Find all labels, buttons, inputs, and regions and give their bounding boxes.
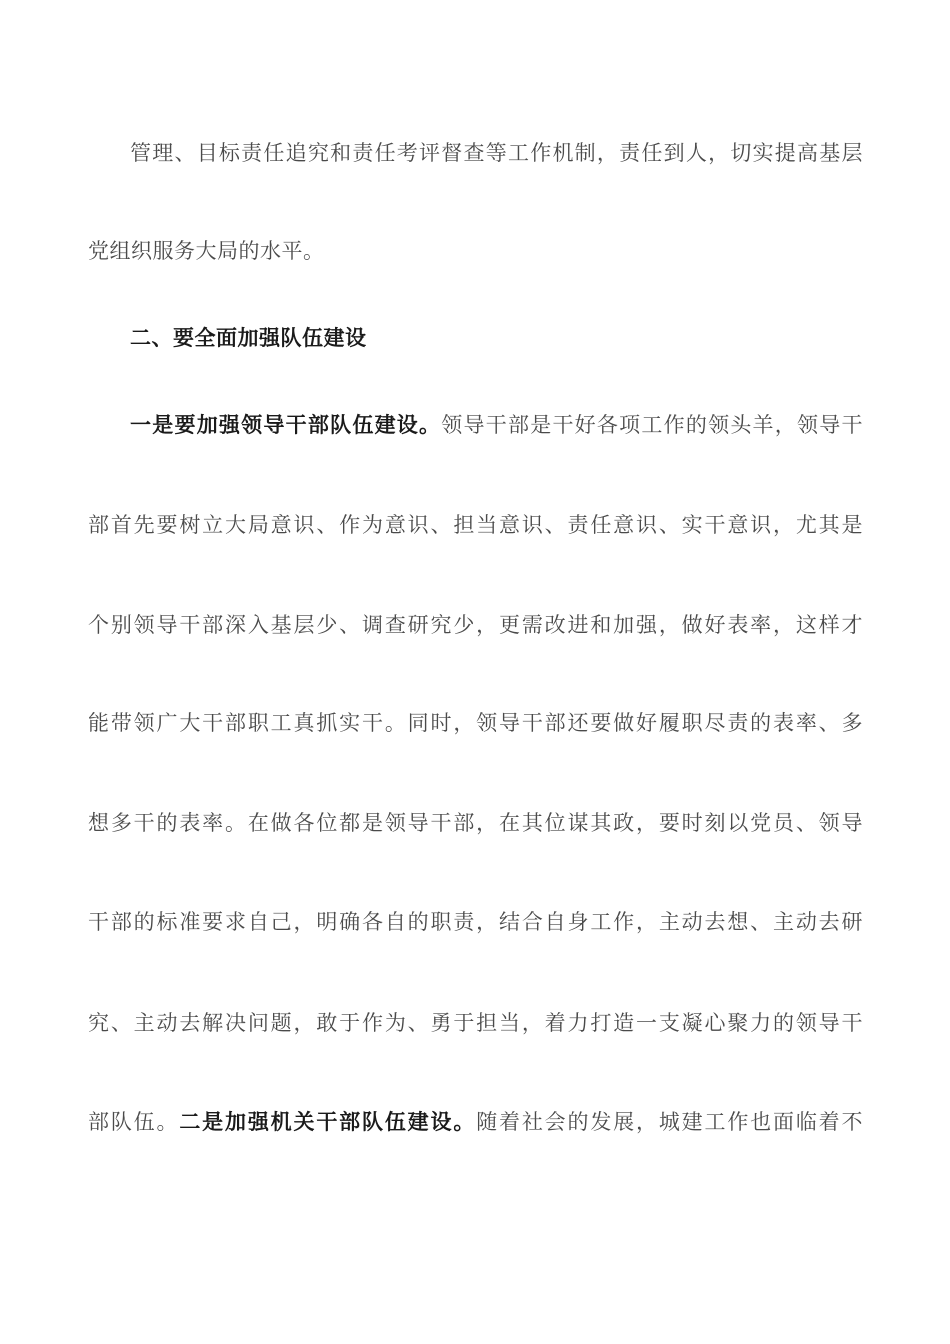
section-heading <box>130 323 367 353</box>
paragraph-line-8 <box>88 808 863 838</box>
bold-lead-text: 一是要加强领导干部队伍建设。 <box>130 412 442 437</box>
line-text: 个别领导干部深入基层少、调查研究少，更需改进和加强，做好表率，这样才 <box>88 613 863 637</box>
heading-text: 二、要全面加强队伍建设 <box>130 325 367 350</box>
line-text: 想多干的表率。在做各位都是领导干部，在其位谋其政，要时刻以党员、领导 <box>88 811 863 835</box>
line-text: 能带领广大干部职工真抓实干。同时，领导干部还要做好履职尽责的表率、多 <box>88 711 863 735</box>
paragraph-line-11 <box>88 1107 863 1137</box>
line-text: 部首先要树立大局意识、作为意识、担当意识、责任意识、实干意识，尤其是 <box>88 513 863 537</box>
paragraph-line-2 <box>88 236 325 266</box>
paragraph-line-5 <box>88 510 863 540</box>
paragraph-line-4 <box>130 410 863 440</box>
bold-lead-text: 二是加强机关干部队伍建设。 <box>179 1109 477 1134</box>
line-text: 管理、目标责任追究和责任考评督查等工作机制，责任到人，切实提高基层 <box>130 141 863 165</box>
line-text: 随着社会的发展，城建工作也面临着不 <box>476 1110 864 1134</box>
paragraph-line-10 <box>88 1008 863 1038</box>
line-text: 究、主动去解决问题，敢于作为、勇于担当，着力打造一支凝心聚力的领导干 <box>88 1011 863 1035</box>
paragraph-line-6 <box>88 610 863 640</box>
paragraph-line-9 <box>88 907 863 937</box>
paragraph-line-1 <box>130 138 863 168</box>
line-text: 党组织服务大局的水平。 <box>88 239 325 263</box>
line-text: 领导干部是干好各项工作的领头羊，领导干 <box>441 413 863 437</box>
paragraph-line-7 <box>88 708 863 738</box>
line-prefix-text: 部队伍。 <box>88 1110 180 1134</box>
line-text: 干部的标准要求自己，明确各自的职责，结合自身工作，主动去想、主动去研 <box>88 910 863 934</box>
